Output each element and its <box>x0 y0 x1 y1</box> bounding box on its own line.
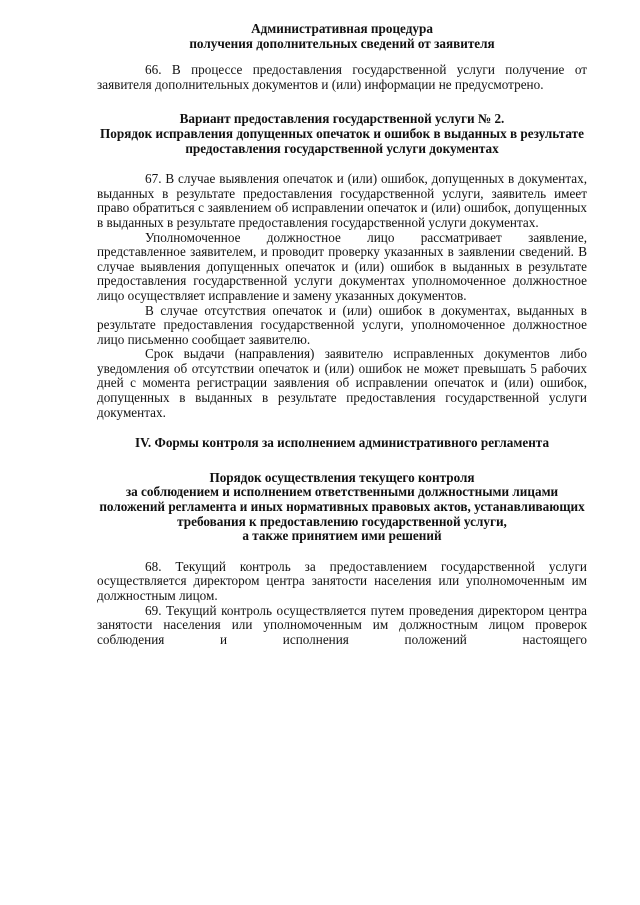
control-title: Порядок осуществления текущего контроля <box>209 469 475 485</box>
paragraph-67-part3: В случае отсутствия опечаток и (или) ошибок в документах, выданных в результате предоставления государственной услуги, уполномоченное должностное лицо письменно сообщает заявителю. <box>97 302 587 347</box>
paragraph-67-part2: Уполномоченное должностное лицо рассматривает заявление, представленное заявителем, и проводит проверку указанных в заявлении сведений. В случае выявления допущенных опечаток и (или) ошибок в выданных в результате предоставления государственной услуги документах уполномоченное должностное лицо осуществляет исправление и замену указанных документов. <box>97 229 587 303</box>
paragraph-68: 68. Текущий контроль за предоставлением государственной услуги осуществляется директором центра занятости населения или уполномоченным им должностным лицом. <box>97 558 587 603</box>
control-subtitle: за соблюдением и исполнением ответственными должностными лицами положений регламента и иных нормативных правовых актов, устанавливающих требования к предоставлению государственной услуги, <box>99 484 585 529</box>
chapter-iv-title: IV. Формы контроля за исполнением административного регламента <box>134 435 550 451</box>
variant-subtitle: Порядок исправления допущенных опечаток и ошибок в выданных в результате предоставления государственной услуги документах <box>100 125 584 156</box>
paragraph-66: 66. В процессе предоставления государственной услуги получение от заявителя дополнительных документов и (или) информации не предусмотрено. <box>97 62 587 92</box>
paragraph-67: 67. В случае выявления опечаток и (или) ошибок, допущенных в документах, выданных в результате предоставления государственной услуги, заявитель имеет право обратиться с заявлением об исправлении опечаток и (или) ошибок, допущенных в выданных в результате предоставления государственной услуги документах. <box>97 171 587 230</box>
document-page <box>97 22 587 647</box>
procedure-subtitle: получения дополнительных сведений от заявителя <box>189 35 495 51</box>
control-subtitle-end: а также принятием ими решений <box>242 528 442 544</box>
paragraph-69: 69. Текущий контроль осуществляется путем проведения директором центра занятости населения или уполномоченным им должностным лицом проверок соблюдения и исполнения положений настоящего <box>97 602 587 647</box>
paragraph-67-part4: Срок выдачи (направления) заявителю исправленных документов либо уведомления об отсутствии опечаток и (или) ошибок не может превышать 5 рабочих дней с момента регистрации заявления об исправлении опечаток и (или) ошибок, допущенных в выданных в результате предоставления государственной услуги документах. <box>97 346 587 420</box>
procedure-title: Административная процедура <box>251 21 433 36</box>
variant-title: Вариант предоставления государственной услуги № 2. <box>179 111 505 127</box>
